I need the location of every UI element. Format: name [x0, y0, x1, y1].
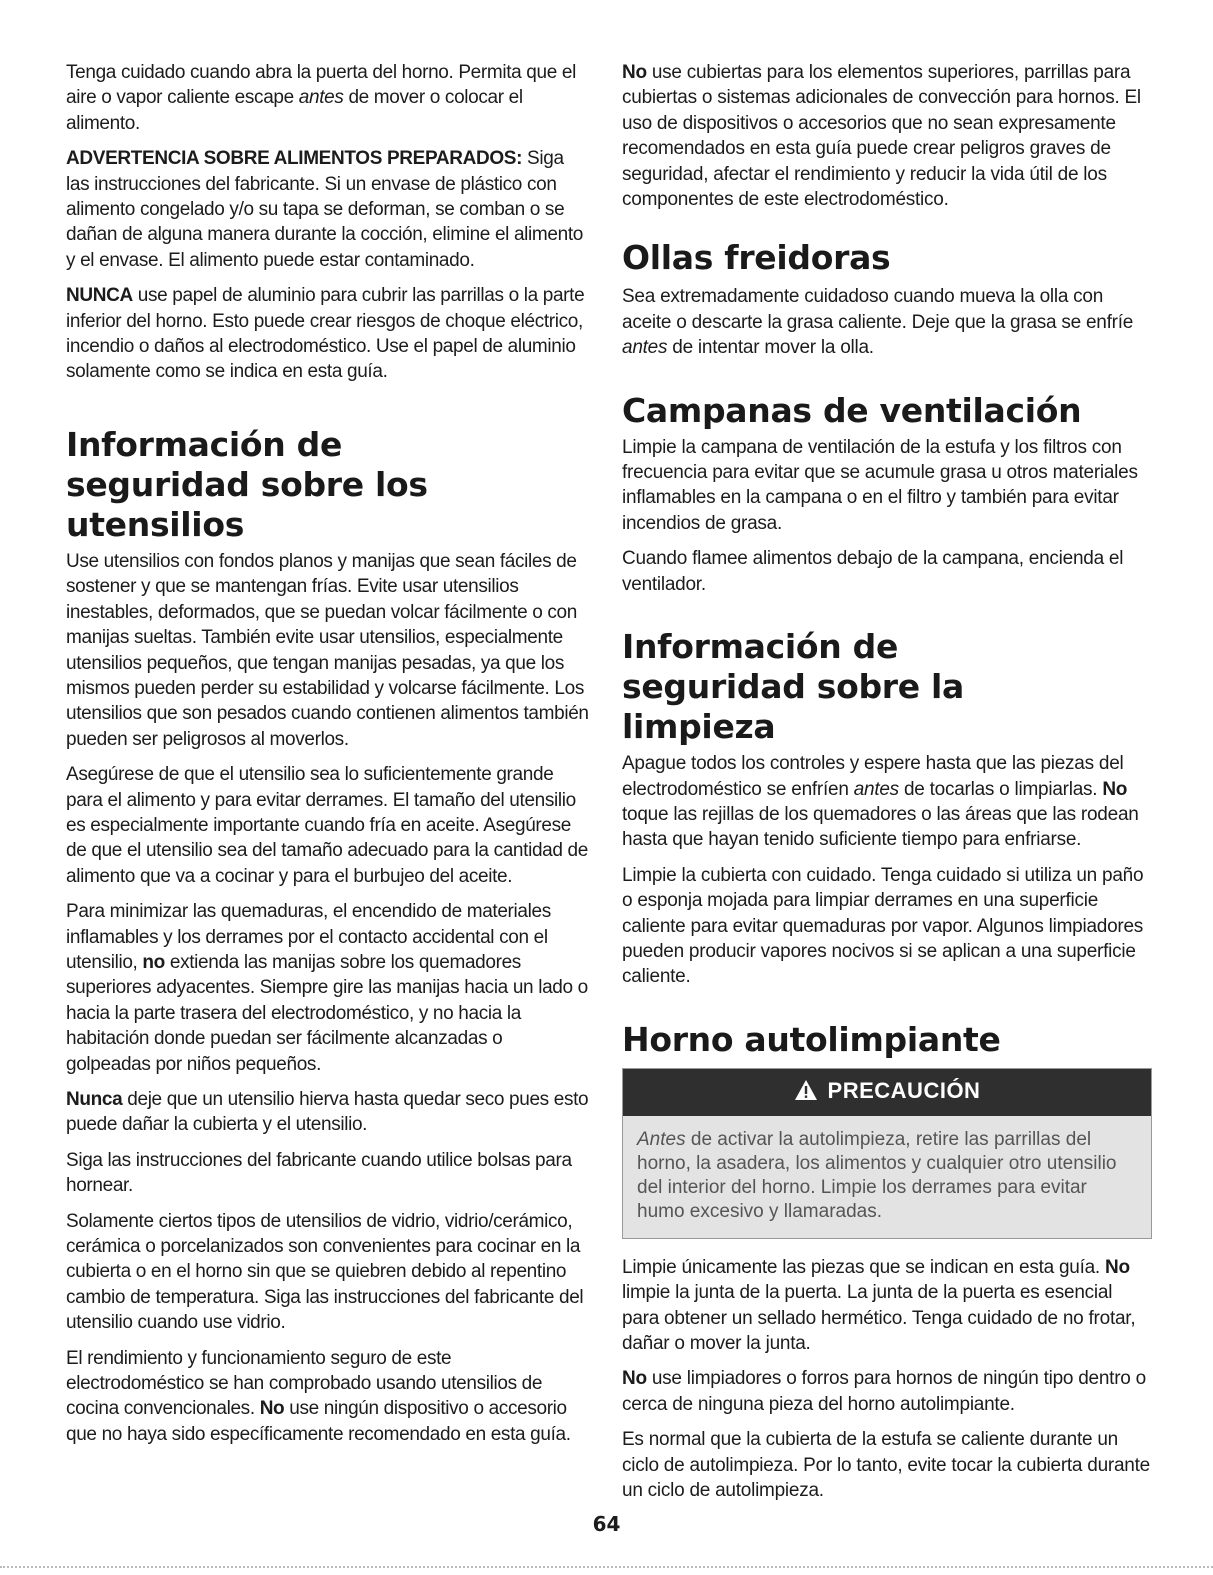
heading-vent-hoods: Campanas de ventilación	[622, 390, 1082, 430]
heading-self-clean-oven: Horno autolimpiante	[622, 1019, 1001, 1059]
paragraph-prepared-foods-warning: ADVERTENCIA SOBRE ALIMENTOS PREPARADOS: Siga las instrucciones del fabricante. Si un envase de plástico con alimento congelado y/o su tapa se deforman, se comban o se dañan de alguna manera durante la cocción, elimine el alimento y el envase. El alimento puede estar contaminado.	[66, 148, 583, 271]
caution-title: PRECAUCIÓN	[827, 1077, 981, 1103]
paragraph-utensils-1: Use utensilios con fondos planos y manijas que sean fáciles de sostener y que se mantengan frías. Evite usar utensilios inestables, deformados, que se puedan volcar fácilmente o con manijas sueltas. También evite usar utensilios, especialmente utensilios pequeños, que tengan manijas pesadas, ya que los mismos pueden perder su estabilidad y volcarse fácilmente. Los utensilios que son pesados cuando contienen alimentos también pueden ser peligrosos al moverlos.	[66, 550, 589, 750]
paragraph-deep-fryers: Sea extremadamente cuidadoso cuando mueva la olla con aceite o descarte la grasa caliente. Deje que la grasa se enfríe antes de intentar mover la olla.	[622, 286, 1134, 359]
right-column	[622, 60, 1152, 1513]
caution-box	[622, 1068, 1152, 1239]
paragraph-cleaning-2: Limpie la cubierta con cuidado. Tenga cuidado si utiliza un paño o esponja mojada para limpiar derrames en una superficie caliente para evitar quemaduras por vapor. Algunos limpiadores pueden producir vapores nocivos si se aplican a una superficie caliente.	[622, 864, 1144, 988]
left-column	[66, 60, 590, 1457]
warning-triangle-icon	[794, 1072, 818, 1116]
heading-utensil-safety: Información de seguridad sobre los utensilios	[66, 424, 428, 544]
paragraph-self-clean-2: No use limpiadores o forros para hornos de ningún tipo dentro o cerca de ninguna pieza del horno autolimpiante.	[622, 1368, 1146, 1415]
bottom-dotted-rule	[0, 1566, 1213, 1568]
paragraph-utensils-4: Nunca deje que un utensilio hierva hasta quedar seco pues esto puede dañar la cubierta y el utensilio.	[66, 1089, 589, 1136]
caution-header	[623, 1069, 1151, 1116]
paragraph-self-clean-1: Limpie únicamente las piezas que se indican en esta guía. No limpie la junta de la puerta. La junta de la puerta es esencial para obtener un sellado hermético. Tenga cuidado de no frotar, dañar o mover la junta.	[622, 1256, 1136, 1354]
paragraph-utensils-7: El rendimiento y funcionamiento seguro de este electrodoméstico se han comprobado usando utensilios de cocina convencionales. No use ningún dispositivo o accesorio que no haya sido específicamente recomendado en esta guía.	[66, 1347, 571, 1445]
paragraph-utensils-2: Asegúrese de que el utensilio sea lo suficientemente grande para el alimento y para evitar derrames. El tamaño del utensilio es especialmente importante cuando fría en aceite. Asegúrese de que el utensilio sea del tamaño adecuado para la cantidad de alimento que va a cocinar y para el burbujeo del aceite.	[66, 764, 588, 887]
paragraph-oven-door: Tenga cuidado cuando abra la puerta del horno. Permita que el aire o vapor caliente escape antes de mover o colocar el alimento.	[66, 62, 576, 134]
heading-cleaning-safety: Información de seguridad sobre la limpieza	[622, 627, 964, 747]
paragraph-utensils-6: Solamente ciertos tipos de utensilios de vidrio, vidrio/cerámico, cerámica o porcelanizados son convenientes para cocinar en la cubierta o en el horno sin que se quiebren debido al repentino cambio de temperatura. Siga las instrucciones del fabricante del utensilio cuando use vidrio.	[66, 1210, 584, 1334]
paragraph-no-covers: No use cubiertas para los elementos superiores, parrillas para cubiertas o sistemas adicionales de convección para hornos. El uso de dispositivos o accesorios que no sean expresamente recomendados en esta guía puede crear peligros graves de seguridad, afectar el rendimiento y reducir la vida útil de los componentes de este electrodoméstico.	[622, 62, 1141, 211]
heading-deep-fryers: Ollas freidoras	[622, 238, 891, 278]
paragraph-vent-hoods-2: Cuando flamee alimentos debajo de la campana, encienda el ventilador.	[622, 548, 1124, 595]
paragraph-vent-hoods-1: Limpie la campana de ventilación de la estufa y los filtros con frecuencia para evitar que se acumule grasa u otros materiales inflamables en la campana o en el filtro y también para evitar incendios de grasa.	[622, 436, 1138, 534]
page-number: 64	[592, 1512, 621, 1536]
caution-text: Antes de activar la autolimpieza, retire las parrillas del horno, la asadera, los alimentos y cualquier otro utensilio del interior del horno. Limpie los derrames para evitar humo excesivo y llamaradas.	[623, 1116, 1151, 1238]
paragraph-aluminum-foil: NUNCA use papel de aluminio para cubrir las parrillas o la parte inferior del horno. Esto puede crear riesgos de choque eléctrico, incendio o daños al electrodoméstico. Use el papel de aluminio solamente como se indica en esta guía.	[66, 285, 585, 383]
paragraph-utensils-3: Para minimizar las quemaduras, el encendido de materiales inflamables y los derrames por el contacto accidental con el utensilio, no extienda las manijas sobre los quemadores superiores adyacentes. Siempre gire las manijas hacia un lado o hacia la parte trasera del electrodoméstico, y no hacia la habitación donde puedan ser fácilmente alcanzadas o golpeadas por niños pequeños.	[66, 901, 588, 1075]
paragraph-self-clean-3: Es normal que la cubierta de la estufa se caliente durante un ciclo de autolimpieza. Por lo tanto, evite tocar la cubierta durante un ciclo de autolimpieza.	[622, 1429, 1150, 1501]
paragraph-cleaning-1: Apague todos los controles y espere hasta que las piezas del electrodoméstico se enfríen antes de tocarlas o limpiarlas. No toque las rejillas de los quemadores o las áreas que las rodean hasta que hayan tenido suficiente tiempo para enfriarse.	[622, 753, 1139, 851]
paragraph-utensils-5: Siga las instrucciones del fabricante cuando utilice bolsas para hornear.	[66, 1149, 572, 1197]
